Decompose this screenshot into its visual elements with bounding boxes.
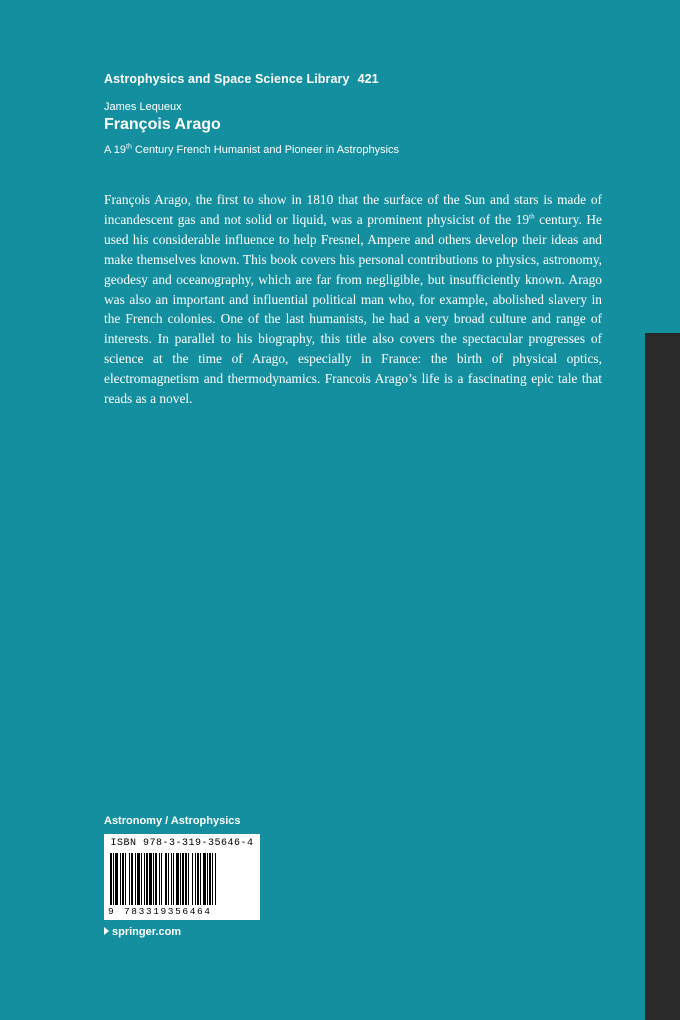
blurb-sup: th [529, 212, 535, 221]
isbn-barcode [104, 834, 260, 920]
barcode-bar [153, 853, 154, 905]
barcode-bar [212, 853, 213, 905]
barcode-bar [146, 853, 148, 905]
barcode-bar [137, 853, 140, 905]
series-name: Astrophysics and Space Science Library [104, 72, 350, 86]
barcode-bar [192, 853, 193, 905]
book-title: François Arago [104, 116, 221, 133]
barcode-bar [129, 853, 130, 905]
barcode-bar [200, 853, 201, 905]
barcode-bar [159, 853, 160, 905]
barcode-bar [215, 853, 216, 905]
barcode-bar [185, 853, 187, 905]
barcode-bar [125, 853, 126, 905]
subtitle-suffix: Century French Humanist and Pioneer in Astrophysics [131, 144, 400, 156]
barcode-bar [197, 853, 199, 905]
barcode-bar [141, 853, 142, 905]
subject-category: Astronomy / Astrophysics [104, 815, 241, 827]
blurb-part2: century. He used his considerable influence to help Fresnel, Ampere and others develop their ideas and make themselves known. This book covers his personal contributions to physics, astronomy, geodesy and oceanography, which are far from negligible, but insufficiently known. Arago was also an important and influential political man who, for example, abolished slavery in the French colonies. One of the last humanists, he had a very broad culture and range of interests. In parallel to his biography, this title also covers the spectacular progresses of science at the time of Arago, especially in France: the birth of physical optics, electromagnetism and thermodynamics. Francois Arago’s life is a fascinating epic tale that reads as a novel. [104, 211, 602, 407]
barcode-bar [171, 853, 172, 905]
barcode-bar [209, 853, 211, 905]
barcode-bar [195, 853, 196, 905]
series-number: 421 [357, 72, 379, 86]
barcode-first-digit: 9 [108, 906, 114, 917]
publisher-link-text: springer.com [112, 926, 182, 938]
barcode-bar [110, 853, 112, 905]
author-name: James Lequeux [104, 101, 182, 113]
subtitle-sup: th [126, 143, 132, 151]
barcode-bar [122, 853, 124, 905]
barcode-bar [115, 853, 118, 905]
barcode-bar [182, 853, 184, 905]
barcode-digit-string: 783319356464 [124, 906, 212, 917]
barcode-bar [173, 853, 174, 905]
series-heading [104, 72, 379, 86]
barcode-bar [188, 853, 189, 905]
barcode-bars [110, 853, 256, 907]
barcode-bar [203, 853, 206, 905]
subtitle-prefix: A 19 [104, 144, 127, 156]
spine-band [645, 333, 680, 1020]
barcode-bar [113, 853, 114, 905]
barcode-bar [120, 853, 121, 905]
barcode-bar [165, 853, 167, 905]
barcode-bar [155, 853, 157, 905]
barcode-bar [149, 853, 152, 905]
publisher-link[interactable] [104, 926, 181, 938]
barcode-bar [180, 853, 181, 905]
barcode-bar [161, 853, 162, 905]
barcode-bar [131, 853, 133, 905]
barcode-bar [207, 853, 208, 905]
isbn-label: ISBN 978-3-319-35646-4 [110, 838, 254, 849]
barcode-bar [135, 853, 136, 905]
barcode-bar [168, 853, 169, 905]
barcode-bar [176, 853, 179, 905]
barcode-bar [144, 853, 145, 905]
back-cover-blurb [104, 190, 602, 409]
book-subtitle [104, 144, 399, 156]
arrow-right-icon [104, 927, 109, 935]
blurb-part1: François Arago, the first to show in 1810 that the surface of the Sun and stars is made of incandescent gas and not solid or liquid, was a prominent physicist of the 19 [104, 192, 602, 227]
